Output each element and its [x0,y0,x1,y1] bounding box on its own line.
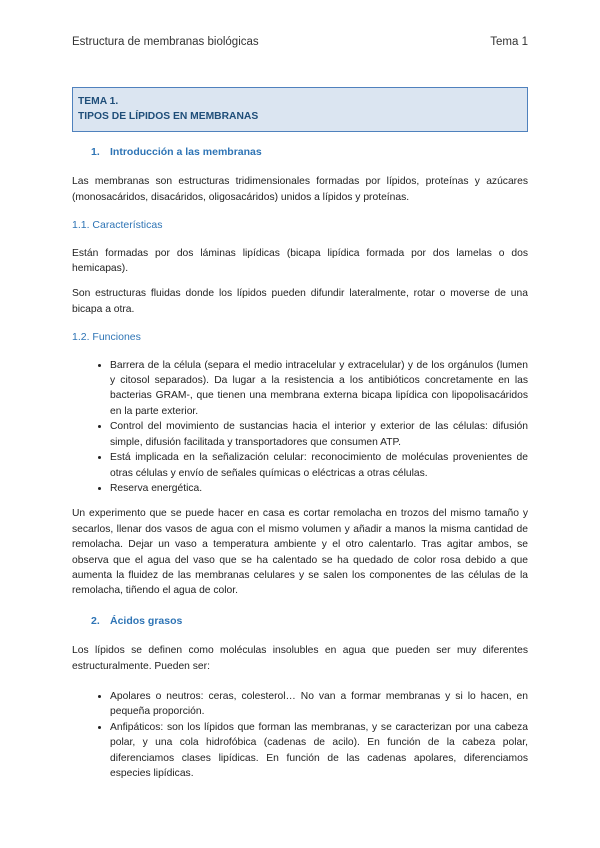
subsection-1-2-heading: 1.2. Funciones [72,331,141,344]
lipid-types-list [72,689,528,781]
experiment-paragraph: Un experimento que se puede hacer en casa es cortar remolacha en trozos del mismo tamaño y secarlos, llenar dos vasos de agua con el mismo volumen y añadir a manos la misma cantidad de remolacha. Dejar un vaso a temperatura ambiente y el otro calentarlo. Tras agitar ambos, se observa que el agua del vaso que se ha calentado se ha quedado de color rosa debido a que aumenta la fluidez de las membranas celulares y se salen los componentes de las células de la remolacha, tiñendo el agua de color. [72,508,528,597]
section-2-heading [72,614,528,629]
section-2-title: Ácidos grasos [110,614,183,627]
title-box [72,87,528,132]
running-header-chapter: Tema 1 [490,36,528,48]
subsection-1-1-paragraph-1: Están formadas por dos láminas lipídicas (bicapa lipídica formada por dos lamelas o dos hemicapas). [72,247,528,275]
section-1-heading [72,145,528,160]
section-1-number: 1. [91,146,100,158]
subsection-1-1-paragraph-2: Son estructuras fluidas donde los lípidos pueden difundir lateralmente, rotar o moverse de una bicapa a otra. [72,288,528,315]
list-item: • Control del movimiento de sustancias hacia el interior y exterior de las células: difusión simple, difusión facilitada y transportadores que consumen ATP. [110,419,528,450]
running-header-title: Estructura de membranas biológicas [72,36,259,48]
list-item: • Apolares o neutros: ceras, colesterol… No van a formar membranas y si lo hacen, en pequeña proporción. [110,689,528,720]
list-item: • Anfipáticos: son los lípidos que forman las membranas, y se caracterizan por una cabeza polar, y una cola hidrofóbica (cadenas de acilo). En función de la cabeza polar, diferenciamos clases lipídicas. En función de las cadenas apolares, diferenciamos especies lipídicas. [110,720,528,782]
section-1-intro: Las membranas son estructuras tridimensionales formadas por lípidos, proteínas y azúcares (monosacáridos, disacáridos, oligosacáridos) unidos a lípidos y proteínas. [72,176,528,203]
title-line-2: TIPOS DE LÍPIDOS EN MEMBRANAS [78,111,259,122]
section-2-number: 2. [91,614,100,627]
list-item: • Barrera de la célula (separa el medio intracelular y extracelular) y de los orgánulos (lumen y citosol separados). Da lugar a la resistencia a los antibióticos concretamente en las bacterias GRAM-, que tienen una membrana externa bicapa lipídica con lipopolisacáridos en la parte exterior. [110,358,528,420]
section-2-intro: Los lípidos se definen como moléculas insolubles en agua que pueden ser muy diferentes estructuralmente. Pueden ser: [72,645,528,672]
list-item: • Reserva energética. [110,481,528,496]
section-1-title: Introducción a las membranas [110,146,262,158]
list-item: • Está implicada en la señalización celular: reconocimiento de moléculas provenientes de otras células y envío de señales químicas o eléctricas a otras células. [110,450,528,481]
subsection-1-1-heading: 1.1. Características [72,219,163,232]
document-body [72,87,528,791]
functions-list [72,358,528,497]
title-line-1: TEMA 1. [78,96,119,107]
